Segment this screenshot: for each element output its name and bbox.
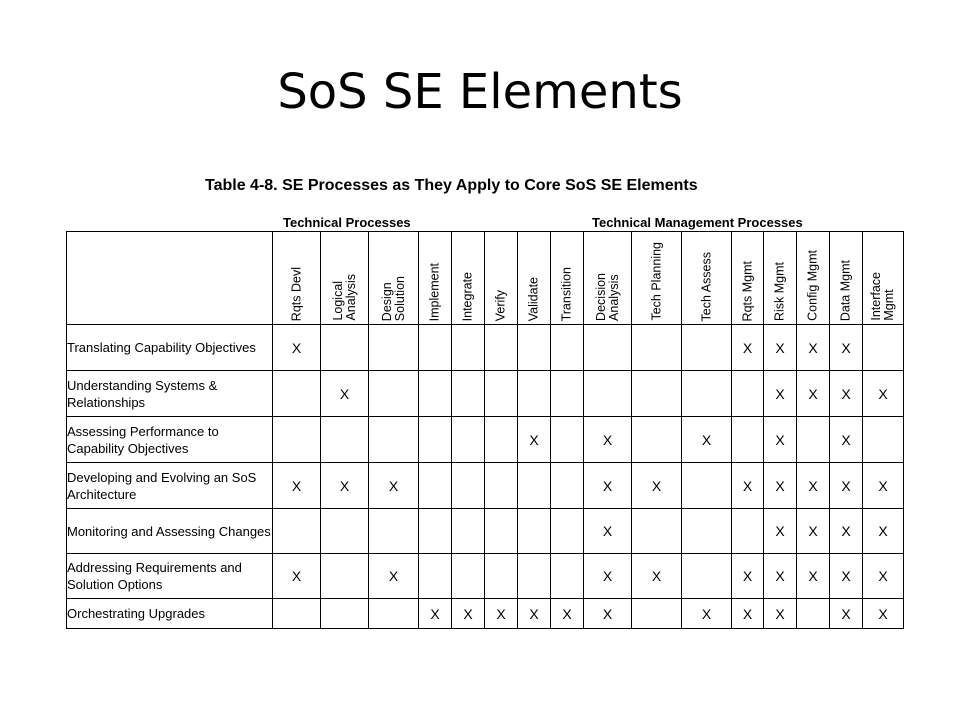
table-cell — [518, 371, 551, 417]
table-cell: X — [830, 325, 863, 371]
table-cell — [485, 463, 518, 509]
table-cell — [632, 325, 682, 371]
column-header-row — [67, 232, 904, 325]
table-cell — [419, 371, 452, 417]
table-cell: X — [764, 463, 797, 509]
column-header — [682, 232, 732, 325]
column-header-label: Rqts Mgmt — [740, 260, 754, 321]
table-cell — [518, 463, 551, 509]
table-cell: X — [632, 554, 682, 599]
table-cell — [682, 463, 732, 509]
table-cell — [485, 554, 518, 599]
table-cell — [452, 371, 485, 417]
column-header — [863, 232, 904, 325]
se-processes-table — [66, 231, 904, 629]
column-header-label: Integrate — [460, 271, 475, 321]
table-cell: X — [682, 417, 732, 463]
table-cell: X — [764, 417, 797, 463]
column-header — [369, 232, 419, 325]
table-cell: X — [518, 599, 551, 629]
table-cell — [682, 325, 732, 371]
column-header-label: Validate — [526, 276, 541, 321]
table-cell: X — [830, 371, 863, 417]
technical-processes-group-label: Technical Processes — [283, 215, 411, 230]
table-cell: X — [584, 417, 632, 463]
table-cell: X — [797, 371, 830, 417]
column-header — [452, 232, 485, 325]
table-cell — [632, 509, 682, 554]
table-cell — [518, 554, 551, 599]
column-header — [518, 232, 551, 325]
column-header-label: Interface Mgmt — [869, 272, 896, 321]
table-cell: X — [273, 554, 321, 599]
table-cell: X — [797, 325, 830, 371]
table-cell — [863, 417, 904, 463]
table-cell: X — [863, 371, 904, 417]
table-cell: X — [321, 371, 369, 417]
column-header — [551, 232, 584, 325]
table-cell: X — [863, 509, 904, 554]
column-header — [830, 232, 863, 325]
table-cell — [632, 371, 682, 417]
table-cell — [452, 325, 485, 371]
column-header-label: Config Mgmt — [805, 250, 820, 321]
column-header — [764, 232, 797, 325]
table-cell — [797, 599, 830, 629]
table-cell — [452, 509, 485, 554]
table-cell — [485, 417, 518, 463]
table-cell: X — [830, 599, 863, 629]
table-cell — [551, 509, 584, 554]
column-header-label: Verify — [493, 289, 508, 321]
column-header — [732, 232, 764, 325]
table-row — [67, 325, 904, 371]
column-header-label: Tech Assess — [699, 251, 713, 321]
table-cell — [321, 417, 369, 463]
table-cell: X — [797, 463, 830, 509]
table-cell — [485, 325, 518, 371]
table-cell: X — [764, 371, 797, 417]
table-cell: X — [830, 417, 863, 463]
table-cell: X — [584, 509, 632, 554]
table-cell — [682, 509, 732, 554]
table-row — [67, 371, 904, 417]
column-header-label: Data Mgmt — [838, 259, 853, 321]
table-cell: X — [518, 417, 551, 463]
table-cell: X — [830, 554, 863, 599]
table-row — [67, 599, 904, 629]
table-cell — [732, 417, 764, 463]
table-cell — [419, 325, 452, 371]
table-cell: X — [732, 463, 764, 509]
table-cell — [321, 599, 369, 629]
row-label: Assessing Performance to Capability Objectives — [67, 417, 273, 463]
column-header-label: Logical Analysis — [330, 274, 358, 321]
table-cell — [273, 417, 321, 463]
table-cell: X — [584, 599, 632, 629]
table-cell: X — [863, 463, 904, 509]
row-label: Understanding Systems & Relationships — [67, 371, 273, 417]
table-cell — [632, 599, 682, 629]
table-row — [67, 463, 904, 509]
table-cell: X — [732, 325, 764, 371]
technical-management-processes-group-label: Technical Management Processes — [592, 215, 803, 230]
table-cell — [485, 371, 518, 417]
row-label: Translating Capability Objectives — [67, 325, 273, 371]
table-cell: X — [764, 509, 797, 554]
table-cell — [485, 509, 518, 554]
table-cell: X — [732, 599, 764, 629]
table-cell: X — [797, 509, 830, 554]
table-cell — [632, 417, 682, 463]
table-cell — [419, 509, 452, 554]
table-cell — [584, 371, 632, 417]
table-cell: X — [369, 463, 419, 509]
table-cell: X — [863, 599, 904, 629]
table-cell — [273, 509, 321, 554]
column-header — [485, 232, 518, 325]
table-cell: X — [830, 463, 863, 509]
table-cell: X — [584, 463, 632, 509]
table-cell — [369, 417, 419, 463]
table-cell: X — [485, 599, 518, 629]
table-cell: X — [419, 599, 452, 629]
table-cell — [551, 325, 584, 371]
table-cell — [369, 509, 419, 554]
table-cell — [732, 371, 764, 417]
table-cell — [452, 554, 485, 599]
table-cell: X — [632, 463, 682, 509]
table-cell — [682, 554, 732, 599]
table-cell — [321, 554, 369, 599]
column-header — [273, 232, 321, 325]
row-label: Orchestrating Upgrades — [67, 599, 273, 629]
table-cell — [419, 554, 452, 599]
table-cell: X — [452, 599, 485, 629]
table-cell: X — [863, 554, 904, 599]
table-cell: X — [551, 599, 584, 629]
table-cell: X — [764, 599, 797, 629]
slide-title: SoS SE Elements — [277, 64, 683, 120]
table-row — [67, 417, 904, 463]
column-header-label: Tech Planning — [649, 242, 663, 321]
column-header-label: Design Solution — [379, 275, 407, 321]
table-cell — [797, 417, 830, 463]
column-header-label: Decision Analysis — [593, 273, 621, 321]
column-header-label: Transition — [559, 266, 574, 321]
table-cell: X — [732, 554, 764, 599]
column-header — [321, 232, 369, 325]
table-cell — [732, 509, 764, 554]
table-cell — [419, 463, 452, 509]
row-label: Monitoring and Assessing Changes — [67, 509, 273, 554]
table-cell — [551, 417, 584, 463]
table-cell — [551, 371, 584, 417]
table-cell: X — [273, 463, 321, 509]
table-cell — [863, 325, 904, 371]
column-header-label: Risk Mgmt — [772, 261, 787, 321]
column-header — [419, 232, 452, 325]
table-cell — [518, 325, 551, 371]
table-cell: X — [764, 325, 797, 371]
table-cell: X — [369, 554, 419, 599]
table-cell — [584, 325, 632, 371]
table-cell: X — [321, 463, 369, 509]
table-caption: Table 4-8. SE Processes as They Apply to Core SoS SE Elements — [205, 177, 698, 194]
table-cell — [273, 599, 321, 629]
table-cell — [452, 463, 485, 509]
table-cell: X — [797, 554, 830, 599]
table-cell — [419, 417, 452, 463]
table-cell: X — [273, 325, 321, 371]
column-header — [797, 232, 830, 325]
table-cell — [551, 554, 584, 599]
corner-cell — [67, 232, 273, 325]
table-cell — [369, 371, 419, 417]
table-cell: X — [830, 509, 863, 554]
column-header-label: Rqts Devl — [289, 266, 303, 321]
table-cell: X — [764, 554, 797, 599]
table-cell — [369, 325, 419, 371]
row-label: Developing and Evolving an SoS Architecture — [67, 463, 273, 509]
table-cell — [369, 599, 419, 629]
table-row — [67, 509, 904, 554]
table-cell — [682, 371, 732, 417]
table-cell — [518, 509, 551, 554]
table-cell — [452, 417, 485, 463]
table-cell: X — [682, 599, 732, 629]
table-cell: X — [584, 554, 632, 599]
table-cell — [273, 371, 321, 417]
table-cell — [551, 463, 584, 509]
table-row — [67, 554, 904, 599]
table-cell — [321, 509, 369, 554]
column-header — [584, 232, 632, 325]
column-header-label: Implement — [427, 262, 442, 321]
column-header — [632, 232, 682, 325]
row-label: Addressing Requirements and Solution Options — [67, 554, 273, 599]
table-cell — [321, 325, 369, 371]
